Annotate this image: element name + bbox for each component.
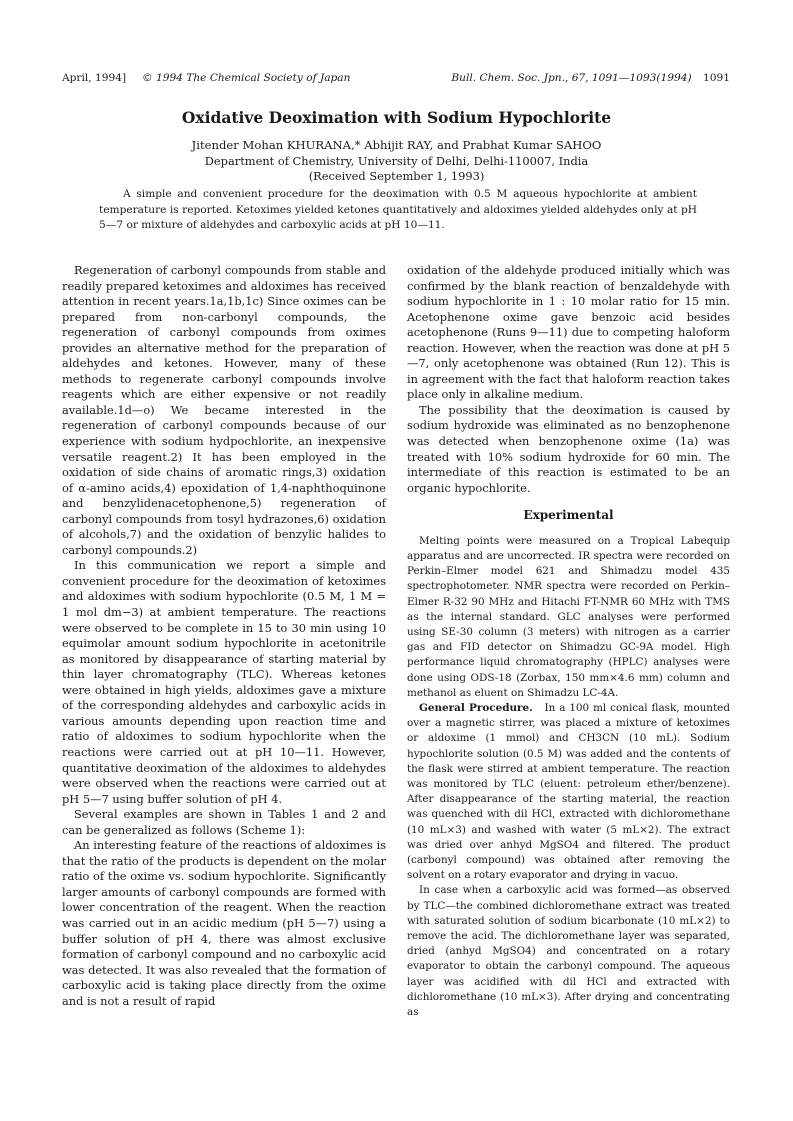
body-paragraph: Several examples are shown in Tables 1 and 2 and can be generalized as follows (Scheme 1): [62, 807, 386, 837]
body-paragraph: Melting points were measured on a Tropical Labequip apparatus and are uncorrected. IR spectra were recorded on Perkin–Elmer model 621 and Shimadzu model 435 spectrophotometer. NMR spectra were recorded on Perkin–Elmer R-32 90 MHz and Hitachi FT-NMR 60 MHz with TMS as the internal standard. GLC analyses were performed using SE-30 column (3 meters) with nitrogen as a carrier gas and FID detector on Shimadzu GC-9A model. High performance liquid chromatography (HPLC) analyses were done using ODS-18 (Zorbax, 150 mm×4.6 mm) column and methanol as eluent on Shimadzu LC-4A. [407, 534, 730, 699]
experimental-section [407, 534, 730, 1021]
section-heading-experimental: Experimental [523, 508, 614, 523]
journal-citation-block [451, 71, 730, 85]
body-paragraph: In case when a carboxylic acid was formed—as observed by TLC—the combined dichloromethane extract was treated with saturated solution of sodium bicarbonate (10 mL×2) to remove the acid. The dichloromethane layer was separated, dried (anhyd MgSO4) and concentrated on a rotary evaporator to obtain the carbonyl compound. The aqueous layer was acidified with dil HCl and extracted with dichloromethane (10 mL×3). After drying and concentrating as [407, 884, 730, 1019]
general-procedure-paragraph [407, 701, 730, 883]
issue-date: April, 1994] [62, 72, 127, 84]
copyright-notice: © 1994 The Chemical Society of Japan [142, 72, 351, 84]
run-in-heading: General Procedure. [419, 701, 533, 714]
body-paragraph: An interesting feature of the reactions of aldoximes is that the ratio of the products is dependent on the molar ratio of the oxime vs. sodium hypochlorite. Significantly larger amounts of carbonyl compounds are formed with lower concentration of the reagent. When the reaction was carried out in an acidic medium (pH 5—7) using a buffer solution of pH 4, there was almost exclusive formation of carbonyl compound and no carboxylic acid was detected. It was also revealed that the formation of carboxylic acid is taking place directly from the oxime and is not a result of rapid [62, 838, 386, 1008]
article-title: Oxidative Deoximation with Sodium Hypochlorite [181, 108, 612, 127]
page-number: 1091 [703, 72, 730, 84]
left-column [62, 263, 386, 1009]
journal-citation: Bull. Chem. Soc. Jpn., 67, 1091—1093(1994) [451, 72, 692, 84]
author-list: Jitender Mohan KHURANA,* Abhijit RAY, and Prabhat Kumar SAHOO [191, 138, 602, 152]
right-column [407, 263, 730, 1020]
procedure-text: In a 100 ml conical flask, mounted over a magnetic stirrer, was placed a mixture of ketoximes or aldoxime (1 mmol) and CH3CN (10 mL). Sodium hypochlorite solution (0.5 M) was added and the contents of the flask were stirred at ambient temperature. The reaction was monitored by TLC (eluent: petroleum ether/benzene). After disappearance of the starting material, the reaction was quenched with dil HCl, extracted with dichloromethane (10 mL×3) and washed with water (5 mL×2). The extract was dried over anhyd MgSO4 and filtered. The product (carbonyl compound) was obtained after removing the solvent on a rotary evaporator and drying in vacuo. [407, 701, 730, 882]
body-paragraph: The possibility that the deoximation is caused by sodium hydroxide was eliminated as no benzophenone was detected when benzophenone oxime (1a) was treated with 10% sodium hydroxide for 60 min. The intermediate of this reaction is estimated to be an organic hypochlorite. [407, 402, 730, 495]
body-paragraph: Regeneration of carbonyl compounds from stable and readily prepared ketoximes and aldoximes has received attention in recent years.1a,1b,1c) Since oximes can be prepared from non-carbonyl compounds, the regeneration of carbonyl compounds from oximes provides an alternative method for the preparation of aldehydes and ketones. However, many of these methods to regenerate carbonyl compounds involve reagents which are either expensive or not readily available.1d—o) We became interested in the regeneration of carbonyl compounds because of our experience with sodium hydpochlorite, an inexpensive versatile reagent.2) It has been employed in the oxidation of side chains of aromatic rings,3) oxidation of α-amino acids,4) epoxidation of 1,4-naphthoquinone and benzylidenacetophenone,5) regeneration of carbonyl compounds from tosyl hydrazones,6) oxidation of alcohols,7) and the oxidation of benzylic halides to carbonyl compounds.2) [62, 263, 386, 557]
running-header [62, 71, 730, 85]
affiliation: Department of Chemistry, University of Delhi, Delhi-110007, India [204, 154, 589, 168]
body-paragraph: In this communication we report a simple and convenient procedure for the deoximation of ketoximes and aldoximes with sodium hypochlorite (0.5 M, 1 M = 1 mol dm−3) at ambient temperature. The reactions were observed to be complete in 15 to 30 min using 10 equimolar amount sodium hypochlorite in acetonitrile as monitored by disappearance of starting material by thin layer chromatography (TLC). Whereas ketones were obtained in high yields, aldoximes gave a mixture of the corresponding aldehydes and carboxylic acids in various amounts depending upon reaction time and ratio of aldoximes to sodium hypochlorite when the reactions were carried out at pH 10—11. However, quantitative deoximation of the aldoximes to aldehydes were observed when the reactions were carried out at pH 5—7 using buffer solution of pH 4. [62, 558, 386, 806]
received-date: (Received September 1, 1993) [308, 169, 485, 183]
abstract-text: A simple and convenient procedure for the deoximation with 0.5 M aqueous hypochlorite at ambient temperature is reported. Ketoximes yielded ketones quantitatively and aldoximes yielded aldehydes only at pH 5—7 or mixture of aldehydes and carboxylic acids at pH 10—11. [99, 188, 697, 232]
body-paragraph: oxidation of the aldehyde produced initially which was confirmed by the blank reaction of benzaldehyde with sodium hypochlorite in 1 : 10 molar ratio for 15 min. Acetophenone oxime gave benzoic acid besides acetophenone (Runs 9—11) due to competing haloform reaction. However, when the reaction was done at pH 5—7, only acetophenone was obtained (Run 12). This is in agreement with the fact that haloform reaction takes place only in alkaline medium. [407, 263, 730, 402]
abstract [99, 187, 697, 234]
